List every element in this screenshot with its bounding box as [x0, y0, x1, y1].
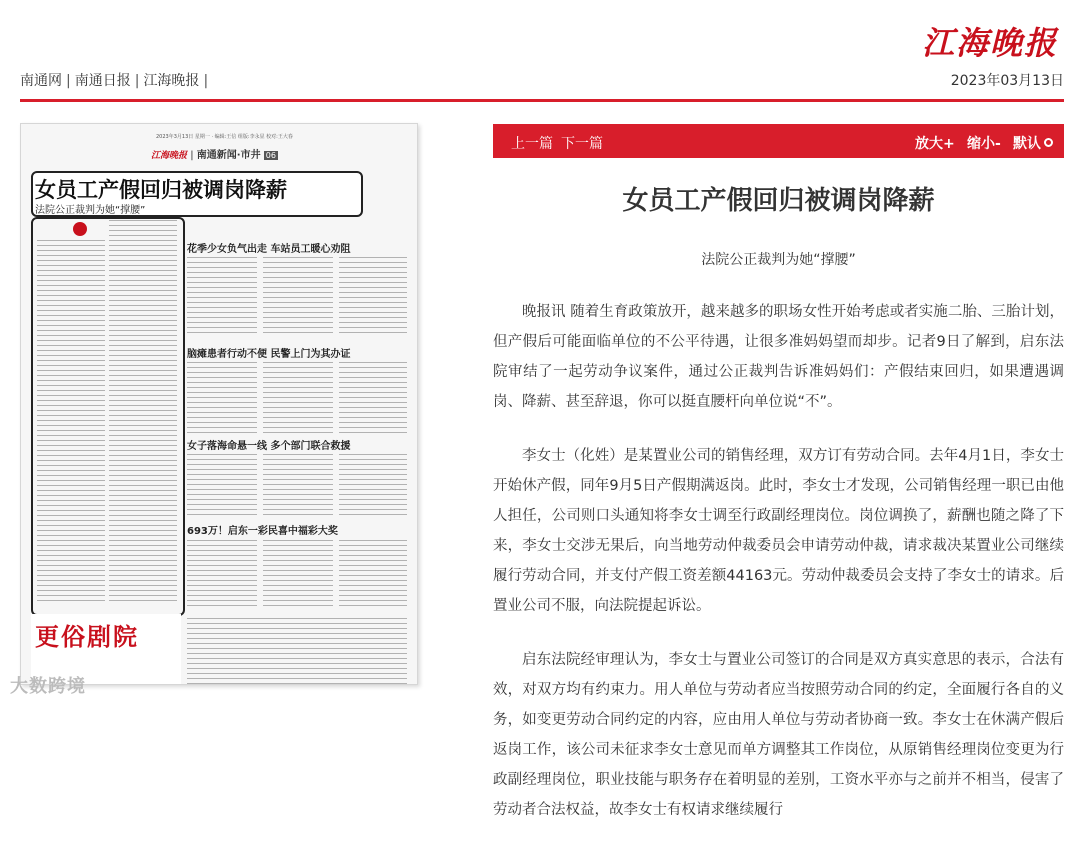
article-subtitle: 法院公正裁判为她“撑腰” [701, 252, 856, 268]
default-size-button[interactable]: 默认 [1013, 136, 1041, 152]
page-masthead-logo: 江海晚报 [151, 151, 188, 161]
text-column [187, 540, 257, 608]
article-title: 女员工产假回归被调岗降薪 [622, 186, 935, 216]
text-column [263, 454, 333, 516]
watermark: 大数跨境 [10, 676, 86, 697]
text-column [187, 362, 257, 434]
text-column [109, 220, 177, 605]
site-links [20, 70, 212, 90]
article-toolbar [493, 124, 1064, 158]
text-column [263, 362, 333, 434]
link-nantong-net[interactable]: 南通网 [20, 73, 62, 89]
text-column [187, 454, 257, 516]
page-masthead [151, 146, 278, 161]
text-column [37, 240, 105, 605]
page-number: 06 [265, 151, 276, 160]
link-separator: | [66, 73, 71, 89]
story-headline-2[interactable]: 脑瘫患者行动不便 民警上门为其办证 [187, 349, 351, 360]
story-headline-4[interactable]: 693万！启东一彩民喜中福彩大奖 [187, 526, 338, 537]
text-column [263, 257, 333, 335]
theatre-ad-title: 更俗剧院 [35, 623, 139, 651]
jianghai-evening-news-logo[interactable]: 江海晚报 [921, 24, 1058, 62]
badge-icon [73, 222, 87, 236]
page-meta: 2023年3月13日 星期一 · 编辑:王信 组版:李永显 校对:王大春 [156, 134, 293, 140]
article-body [493, 297, 1064, 849]
zoom-in-button[interactable]: 放大+ [915, 136, 955, 152]
radio-icon [1044, 138, 1053, 147]
zoom-out-button[interactable]: 缩小- [967, 136, 1001, 152]
story-headline-1[interactable]: 花季少女负气出走 车站员工暖心劝阻 [187, 244, 351, 255]
lead-story-headline: 女员工产假回归被调岗降薪 [35, 178, 287, 202]
masthead-separator: | [190, 150, 194, 161]
text-column [187, 257, 257, 335]
story-headline-3[interactable]: 女子落海命悬一线 多个部门联合救援 [187, 441, 351, 452]
link-jianghai-evening[interactable]: 江海晚报 [143, 73, 200, 89]
previous-article-link[interactable]: 上一篇 [511, 136, 553, 152]
text-column [339, 362, 407, 434]
article-paragraph: 启东法院经审理认为，李女士与置业公司签订的合同是双方真实意思的表示，合法有效，对双方均有约束力。用人单位与劳动者应当按照劳动合同的约定，全面履行各自的义务，如变更劳动合同约定的内容，应由用人单位与劳动者协商一致。李女士在休满产假后返岗工作，该公司未征求李女士意见而单方调整其工作岗位，从原销售经理岗位变更为行政副经理岗位，职业技能与职务存在着明显的差别，工资水平亦与之前并不相当，侵害了劳动者合法权益，故李女士有权请求继续履行 [493, 652, 1064, 818]
text-column [187, 618, 407, 685]
text-column [263, 540, 333, 608]
lead-story-subhead: 法院公正裁判为她“撑腰” [35, 205, 146, 216]
link-nantong-daily[interactable]: 南通日报 [74, 73, 131, 89]
page-section: 南通新闻·市井 [196, 150, 261, 161]
text-column [339, 454, 407, 516]
newspaper-page-thumbnail[interactable] [20, 123, 418, 685]
header-divider [20, 99, 1064, 102]
link-separator: | [134, 73, 140, 89]
link-separator: | [203, 73, 209, 89]
text-column [339, 257, 407, 335]
article-paragraph: 李女士（化姓）是某置业公司的销售经理，双方订有劳动合同。去年4月1日，李女士开始休产假，同年9月5日产假期满返岗。此时，李女士才发现，公司销售经理一职已由他人担任，公司则口头通知将李女士调至行政副经理岗位。岗位调换了，薪酬也随之降了下来，李女士交涉无果后，向当地劳动仲裁委员会申请劳动仲裁，请求裁决某置业公司继续履行劳动合同，并支付产假工资差额44163元。劳动仲裁委员会支持了李女士的请求。后置业公司不服，向法院提起诉讼。 [493, 448, 1064, 614]
next-article-link[interactable]: 下一篇 [561, 136, 603, 152]
article-paragraph: 晚报讯 随着生育政策放开，越来越多的职场女性开始考虑或者实施二胎、三胎计划，但产假后可能面临单位的不公平待遇，让很多准妈妈望而却步。记者9日了解到，启东法院审结了一起劳动争议案件，通过公正裁判告诉准妈妈们：产假结束回归，如果遭遇调岗、降薪、甚至辞退，你可以挺直腰杆向单位说“不”。 [493, 304, 1064, 410]
issue-date: 2023年03月13日 [950, 73, 1064, 89]
text-column [339, 540, 407, 608]
